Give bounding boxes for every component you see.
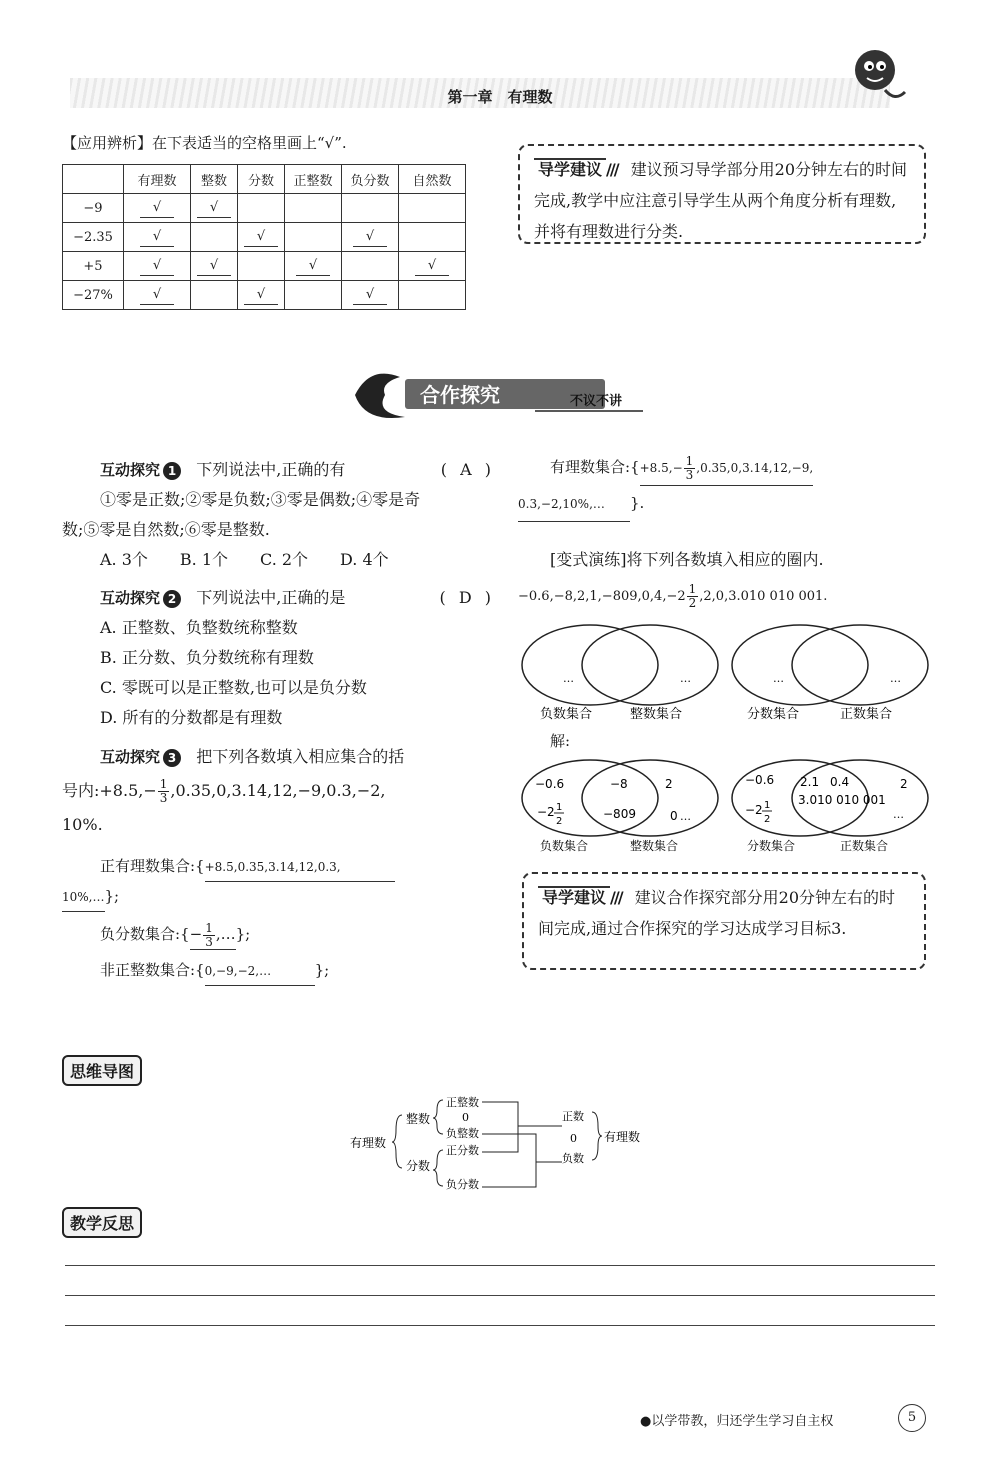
set-label: 负分数集合:{ bbox=[100, 925, 190, 943]
table-row bbox=[63, 194, 466, 223]
variant-numbers: −0.6,−8,2,1,−809,0,4,−2 $\frac{1}{2}$ ,2,0,3.010 010 001. bbox=[518, 582, 828, 610]
tick-mark: √ bbox=[140, 257, 174, 276]
banner-title: 合作探究 bbox=[420, 383, 500, 407]
ellipsis: … bbox=[890, 672, 901, 685]
reflection-line bbox=[65, 1325, 935, 1326]
connector-lines bbox=[518, 1126, 562, 1162]
exercise-label: 互动探究 1 bbox=[100, 461, 181, 479]
brace bbox=[433, 1150, 443, 1186]
mindmap-root-right: 有理数 bbox=[604, 1130, 641, 1144]
table-row bbox=[63, 252, 466, 281]
set-answer: 0.3,−2,10%,… bbox=[518, 487, 630, 522]
row-label: −27% bbox=[63, 281, 124, 310]
set-answer: 0,−9,−2,… bbox=[205, 957, 315, 986]
answer-options: A. 3个 B. 1个 C. 2个 D. 4个 bbox=[100, 550, 389, 569]
section-banner bbox=[345, 365, 645, 425]
set-answers: 正有理数集合:{+8.5,0.35,3.14,12,0.3, 10%,…}; 负分数集合:{− $\frac{1}{3}$ ,…}; 非正整数集合:{0,−9,−2,… }; bbox=[100, 852, 500, 986]
swirl-ornament bbox=[355, 374, 405, 418]
variant-title: [变式演练]将下列各数填入相应的圈内. bbox=[550, 550, 824, 569]
answer: ( A ) bbox=[440, 460, 495, 479]
tick-mark: √ bbox=[140, 199, 174, 218]
mindmap-node: 正整数 bbox=[446, 1096, 479, 1109]
venn-value: 2 bbox=[764, 814, 771, 825]
venn-value: 2 bbox=[665, 777, 673, 791]
number-list-end: 10%. bbox=[62, 815, 103, 834]
answer: ( D ) bbox=[439, 588, 495, 607]
set-caption: 整数集合 bbox=[630, 707, 683, 722]
venn-value: 0.4 bbox=[830, 775, 850, 789]
reflection-line bbox=[65, 1295, 935, 1296]
reflection-line bbox=[65, 1265, 935, 1266]
tick-mark: √ bbox=[296, 257, 330, 276]
classification-table bbox=[62, 164, 466, 310]
column-header: 整数 bbox=[191, 165, 238, 194]
question-text: 下列说法中,正确的是 bbox=[196, 588, 346, 607]
negative-set-circle bbox=[522, 760, 658, 836]
banner-note: 不议不讲 bbox=[570, 394, 623, 409]
mindmap-node: 正数 bbox=[562, 1110, 584, 1123]
set-answer: +8.5,0.35,3.14,12,0.3, bbox=[205, 853, 395, 882]
tick-mark: √ bbox=[197, 257, 231, 276]
set-caption: 负数集合 bbox=[540, 839, 589, 853]
reflection-title: 教学反思 bbox=[62, 1207, 142, 1238]
exercise-2 bbox=[100, 583, 495, 733]
venn-value: −2 bbox=[745, 803, 763, 817]
integer-set-circle bbox=[582, 760, 718, 836]
column-header: 自然数 bbox=[399, 165, 466, 194]
option-item: C. 零既可以是正整数,也可以是负分数 bbox=[100, 678, 367, 697]
option-item: B. 正分数、负分数统称有理数 bbox=[100, 648, 314, 667]
ellipsis: … bbox=[680, 672, 691, 685]
tick-mark: √ bbox=[140, 286, 174, 305]
set-caption: 分数集合 bbox=[747, 839, 796, 853]
mindmap-node: 负数 bbox=[562, 1152, 584, 1165]
venn-value: −8 bbox=[610, 777, 628, 791]
venn-value: −0.6 bbox=[535, 777, 565, 791]
mindmap-root: 有理数 bbox=[350, 1136, 387, 1150]
mindmap-node: 正分数 bbox=[446, 1144, 479, 1157]
venn-value: −2 bbox=[537, 805, 555, 819]
mascot-icon bbox=[845, 40, 915, 110]
mindmap-node: 负分数 bbox=[446, 1178, 479, 1191]
chapter-title: 第一章 有理数 bbox=[447, 88, 553, 106]
venn-value: 2 bbox=[900, 777, 908, 791]
ellipsis: … bbox=[893, 808, 904, 821]
row-label: +5 bbox=[63, 252, 124, 281]
mindmap-node: 负整数 bbox=[446, 1127, 479, 1140]
mindmap-integer: 整数 bbox=[406, 1112, 431, 1126]
rational-set: 有理数集合:{+8.5,− $\frac{1}{3}$ ,0.35,0,3.14,12,−9, 0.3,−2,10%,… }. bbox=[518, 450, 938, 522]
tip-text: 建议预习导学部分用20分钟左右的时间完成,教学中应注意引导学生从两个角度分析有理数,并将有理数进行分类. bbox=[534, 160, 908, 241]
row-label: −2.35 bbox=[63, 223, 124, 252]
set-caption: 分数集合 bbox=[747, 707, 800, 722]
venn-value: 0 bbox=[670, 809, 678, 823]
fraction-set-circle bbox=[732, 625, 868, 705]
mindmap-fraction: 分数 bbox=[406, 1159, 431, 1173]
column-header: 分数 bbox=[238, 165, 285, 194]
connector-lines bbox=[482, 1102, 536, 1187]
solved-venn-diagrams bbox=[515, 758, 935, 858]
venn-value: 1 bbox=[764, 800, 771, 811]
integer-set-circle bbox=[582, 625, 718, 705]
tip-box-cooperation: 导学建议 /// 建议合作探究部分用20分钟左右的时间完成,通过合作探究的学习达成学习目标3. bbox=[522, 872, 926, 970]
set-label: 有理数集合:{ bbox=[550, 458, 640, 476]
tip-text: 建议合作探究部分用20分钟左右的时间完成,通过合作探究的学习达成学习目标3. bbox=[538, 888, 896, 938]
tick-mark: √ bbox=[353, 286, 387, 305]
option-item: A. 正整数、负整数统称整数 bbox=[100, 618, 298, 637]
column-header: 有理数 bbox=[124, 165, 191, 194]
tick-mark: √ bbox=[140, 228, 174, 247]
table-row bbox=[63, 223, 466, 252]
table-header-row bbox=[63, 165, 466, 194]
solution-label: 解: bbox=[550, 732, 571, 750]
tick-mark: √ bbox=[197, 199, 231, 218]
mindmap-diagram bbox=[340, 1090, 670, 1195]
question-text: 下列说法中,正确的有 bbox=[196, 460, 346, 479]
brace bbox=[433, 1100, 443, 1134]
exercise-3 bbox=[62, 740, 497, 842]
option-item: D. 所有的分数都是有理数 bbox=[100, 708, 283, 727]
venn-value: −809 bbox=[603, 807, 636, 821]
statement-line: 数;⑤零是自然数;⑥零是整数. bbox=[62, 520, 270, 539]
tick-mark: √ bbox=[244, 286, 278, 305]
set-caption: 正数集合 bbox=[840, 839, 889, 853]
mindmap-title: 思维导图 bbox=[62, 1055, 142, 1086]
exercise-label: 互动探究 2 bbox=[100, 589, 181, 607]
page-number: 5 bbox=[898, 1404, 926, 1432]
question-text: 把下列各数填入相应集合的括 bbox=[196, 747, 405, 766]
venn-value: −0.6 bbox=[745, 773, 775, 787]
tick-mark: √ bbox=[244, 228, 278, 247]
set-caption: 正数集合 bbox=[840, 707, 893, 722]
tick-mark: √ bbox=[353, 228, 387, 247]
ellipsis: … bbox=[773, 672, 784, 685]
exercise-1 bbox=[62, 455, 495, 575]
ellipsis: … bbox=[680, 810, 691, 823]
venn-value: 2 bbox=[556, 816, 563, 827]
tick-mark: √ bbox=[415, 257, 449, 276]
column-header: 负分数 bbox=[342, 165, 399, 194]
tip-tag: 导学建议 bbox=[534, 158, 606, 179]
tip-box-preview: 导学建议 /// 建议预习导学部分用20分钟左右的时间完成,教学中应注意引导学生从两个角度分析有理数,并将有理数进行分类. bbox=[518, 144, 926, 244]
table-row bbox=[63, 281, 466, 310]
row-label: −9 bbox=[63, 194, 124, 223]
venn-value: 3.010 010 001 bbox=[798, 793, 886, 807]
number-list: 号内:+8.5,− $\frac{1}{3}$ ,0.35,0,3.14,12,−9,0.3,−2, bbox=[62, 777, 386, 805]
positive-set-circle bbox=[792, 625, 928, 705]
exercise-label: 互动探究 3 bbox=[100, 748, 181, 766]
set-caption: 整数集合 bbox=[630, 839, 679, 853]
negative-set-circle bbox=[522, 625, 658, 705]
set-label: 正有理数集合:{ bbox=[100, 857, 205, 875]
brace bbox=[392, 1115, 402, 1168]
venn-value: 1 bbox=[556, 802, 563, 813]
venn-value: 2.1 bbox=[800, 775, 820, 789]
footer-motto: ●以学带教，归还学生学习自主权 bbox=[640, 1414, 834, 1429]
blank-venn-diagrams bbox=[515, 620, 935, 730]
column-header: 正整数 bbox=[285, 165, 342, 194]
tip-tag: 导学建议 bbox=[538, 886, 610, 907]
application-title: 【应用辨析】在下表适当的空格里画上“√”. bbox=[62, 134, 347, 152]
statement-line: ①零是正数;②零是负数;③零是偶数;④零是奇 bbox=[100, 490, 421, 509]
brace bbox=[592, 1112, 602, 1160]
ellipsis: … bbox=[563, 672, 574, 685]
set-label: 非正整数集合:{ bbox=[100, 960, 205, 979]
mindmap-node: 0 bbox=[462, 1111, 469, 1124]
set-caption: 负数集合 bbox=[540, 707, 593, 722]
set-answer: 10%,… bbox=[62, 883, 105, 912]
mindmap-node: 0 bbox=[570, 1132, 577, 1145]
